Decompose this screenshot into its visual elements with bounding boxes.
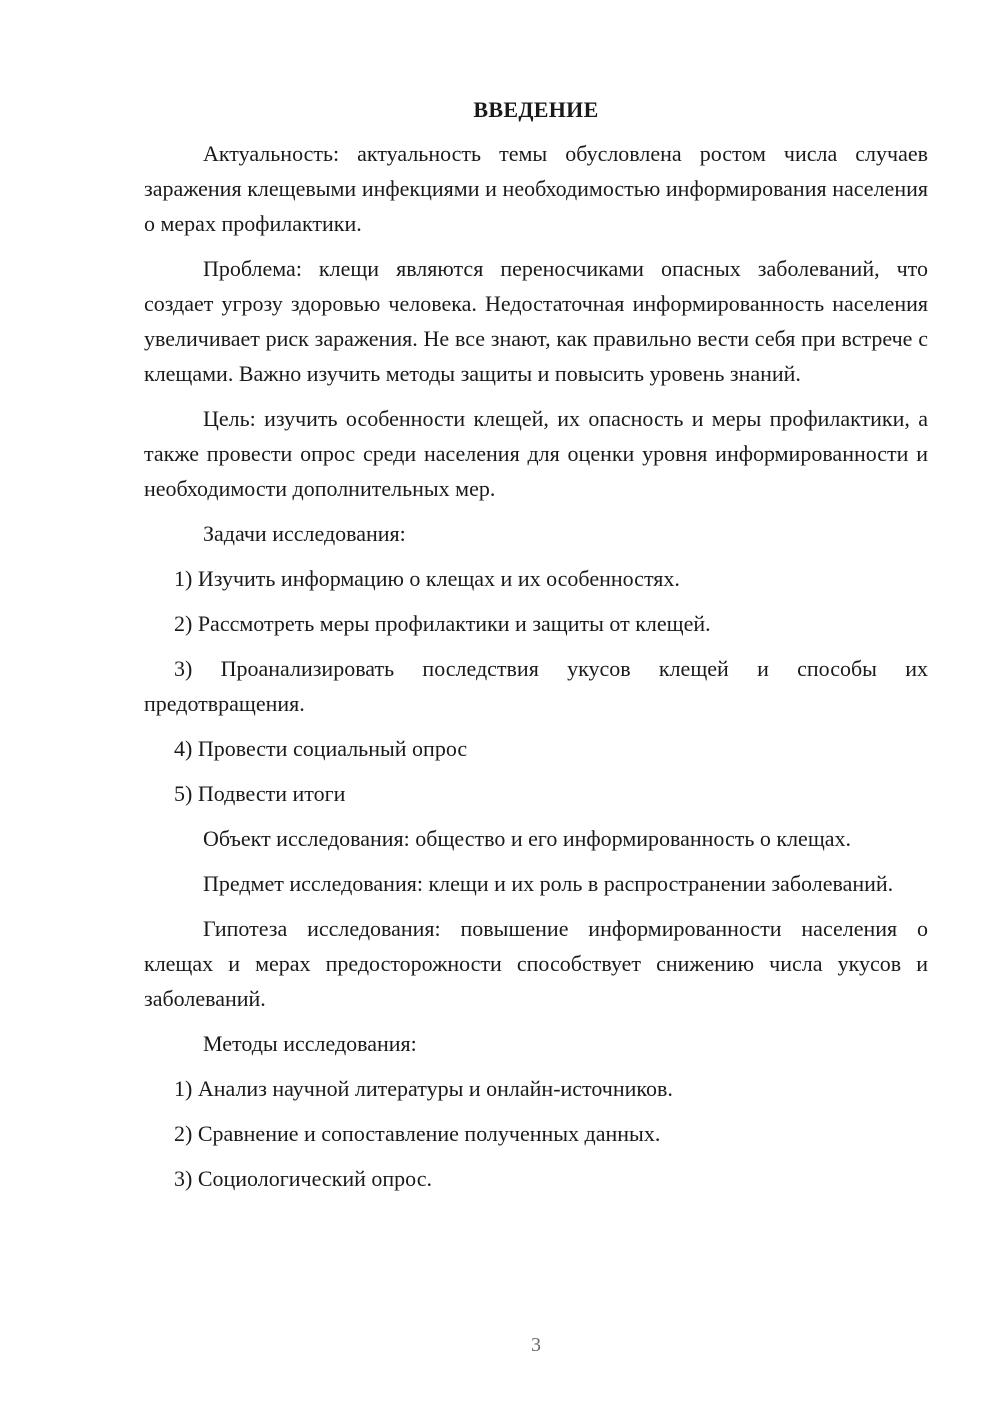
paragraph-problem: Проблема: клещи являются переносчиками опасных заболеваний, что создает угрозу здоровью человека. Недостаточная информированность населения увеличивает риск заражения. Не все знают, как правильно вести себя при встрече с клещами. Важно изучить методы защиты и повысить уровень знаний. [144, 256, 928, 386]
paragraph-object: Объект исследования: общество и его информированность о клещах. [203, 826, 852, 851]
task-item-3: 3) Проанализировать последствия укусов клещей и способы их предотвращения. [144, 656, 928, 716]
method-item-3: 3) Социологический опрос. [174, 1166, 432, 1191]
task-item-2: 2) Рассмотреть меры профилактики и защиты от клещей. [174, 611, 711, 636]
page-number: 3 [531, 1334, 541, 1356]
method-item-2: 2) Сравнение и сопоставление полученных данных. [174, 1121, 661, 1146]
paragraph-subject: Предмет исследования: клещи и их роль в распространении заболеваний. [203, 871, 894, 896]
paragraph-goal: Цель: изучить особенности клещей, их опасность и меры профилактики, а также провести опрос среди населения для оценки уровня информированности и необходимости дополнительных мер. [144, 406, 928, 501]
paragraph-hypothesis: Гипотеза исследования: повышение информированности населения о клещах и мерах предосторожности способствует снижению числа укусов и заболеваний. [144, 916, 928, 1011]
task-item-5: 5) Подвести итоги [174, 781, 346, 806]
paragraph-relevance: Актуальность: актуальность темы обусловлена ростом числа случаев заражения клещевыми инфекциями и необходимостью информирования населения о мерах профилактики. [144, 141, 928, 236]
task-item-1: 1) Изучить информацию о клещах и их особенностях. [174, 566, 680, 591]
paragraph-tasks-heading: Задачи исследования: [203, 521, 406, 546]
section-title: ВВЕДЕНИЕ [473, 97, 599, 122]
page-content [144, 92, 928, 1206]
paragraph-methods-heading: Методы исследования: [203, 1031, 417, 1056]
task-item-4: 4) Провести социальный опрос [174, 736, 468, 761]
method-item-1: 1) Анализ научной литературы и онлайн-источников. [174, 1076, 673, 1101]
